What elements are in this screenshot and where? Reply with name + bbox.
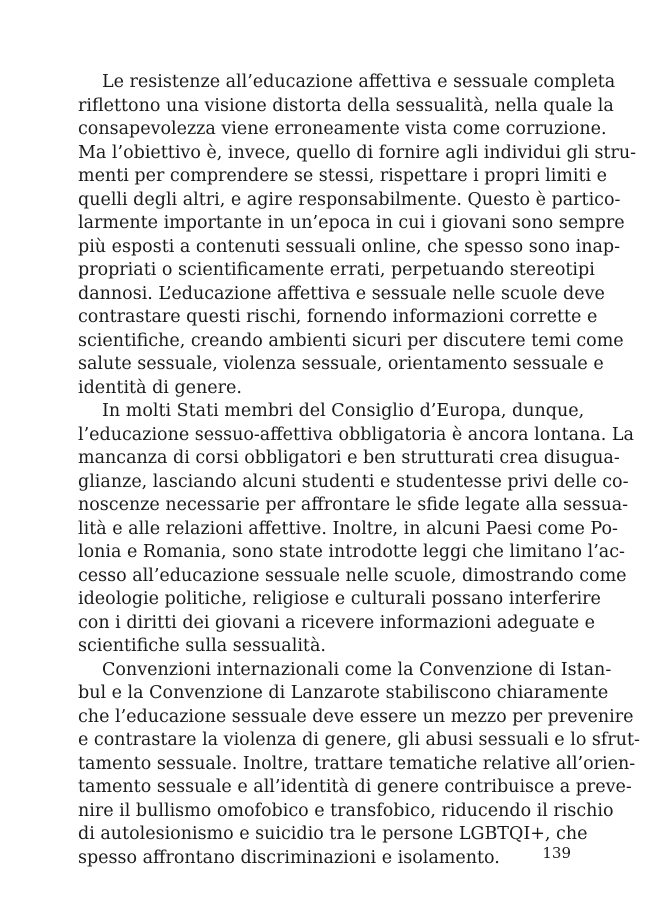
- text-line: spesso affrontano discriminazioni e isolamento.: [78, 847, 500, 868]
- text-line: identità di genere.: [78, 377, 242, 398]
- text-line: e contrastare la violenza di genere, gli abusi sessuali e lo sfrut-: [78, 730, 640, 750]
- page-number: 139: [542, 844, 571, 862]
- text-line: con i diritti dei giovani a ricevere informazioni adeguate e: [78, 612, 596, 633]
- paragraph-1: [78, 71, 637, 400]
- paragraph-2: [78, 400, 634, 659]
- text-line: dannosi. L’educazione affettiva e sessuale nelle scuole deve: [78, 283, 605, 304]
- text-line: quelli degli altri, e agire responsabilmente. Questo è partico-: [78, 189, 621, 210]
- text-line: ideologie politiche, religiose e culturali possano interferire: [78, 589, 601, 609]
- text-line: più esposti a contenuti sessuali online, che spesso sono inap-: [78, 236, 621, 257]
- text-line: riflettono una visione distorta della sessualità, nella quale la: [78, 95, 614, 116]
- text-line: noscenze necessarie per affrontare le sfide legate alla sessua-: [78, 495, 629, 515]
- text-line: di autolesionismo e suicidio tra le persone LGBTQI+, che: [78, 824, 588, 844]
- text-line: che l’educazione sessuale deve essere un mezzo per prevenire: [78, 706, 634, 727]
- text-line: lonia e Romania, sono state introdotte leggi che limitano l’ac-: [78, 542, 625, 562]
- text-line: cesso all’educazione sessuale nelle scuole, dimostrando come: [78, 565, 627, 586]
- text-line: l’educazione sessuo-affettiva obbligatoria è ancora lontana. La: [78, 424, 634, 445]
- text-line: tamento sessuale e all’identità di genere contribuisce a preve-: [78, 777, 632, 797]
- text-line: tamento sessuale. Inoltre, trattare tematiche relative all’orien-: [78, 753, 636, 774]
- text-line: nire il bullismo omofobico e transfobico, riducendo il rischio: [78, 800, 614, 821]
- text-line: Ma l’obiettivo è, invece, quello di fornire agli individui gli stru-: [78, 142, 637, 163]
- text-line: larmente importante in un’epoca in cui i giovani sono sempre: [78, 213, 625, 233]
- text-line: mancanza di corsi obbligatori e ben strutturati crea disugua-: [78, 448, 620, 468]
- text-line: scientifiche sulla sessualità.: [78, 636, 326, 656]
- text-line: menti per comprendere se stessi, rispettare i propri limiti e: [78, 166, 608, 186]
- text-line: Le resistenze all’educazione affettiva e sessuale completa: [102, 72, 616, 92]
- text-line: consapevolezza viene erroneamente vista come corruzione.: [78, 119, 607, 139]
- text-line: salute sessuale, violenza sessuale, orientamento sessuale e: [78, 354, 604, 374]
- text-line: In molti Stati membri del Consiglio d’Europa, dunque,: [102, 401, 585, 421]
- text-line: propriati o scientificamente errati, perpetuando stereotipi: [78, 260, 595, 280]
- body-text: [78, 71, 640, 870]
- text-line: scientifiche, creando ambienti sicuri per discutere temi come: [78, 330, 624, 351]
- text-line: Convenzioni internazionali come la Convenzione di Istan-: [102, 659, 612, 680]
- text-line: glianze, lasciando alcuni studenti e studentesse privi delle co-: [78, 471, 629, 492]
- text-line: contrastare questi rischi, fornendo informazioni corrette e: [78, 307, 598, 327]
- text-line: bul e la Convenzione di Lanzarote stabiliscono chiaramente: [78, 683, 609, 703]
- text-line: lità e alle relazioni affettive. Inoltre, in alcuni Paesi come Po-: [78, 518, 618, 539]
- paragraph-3: [78, 659, 640, 871]
